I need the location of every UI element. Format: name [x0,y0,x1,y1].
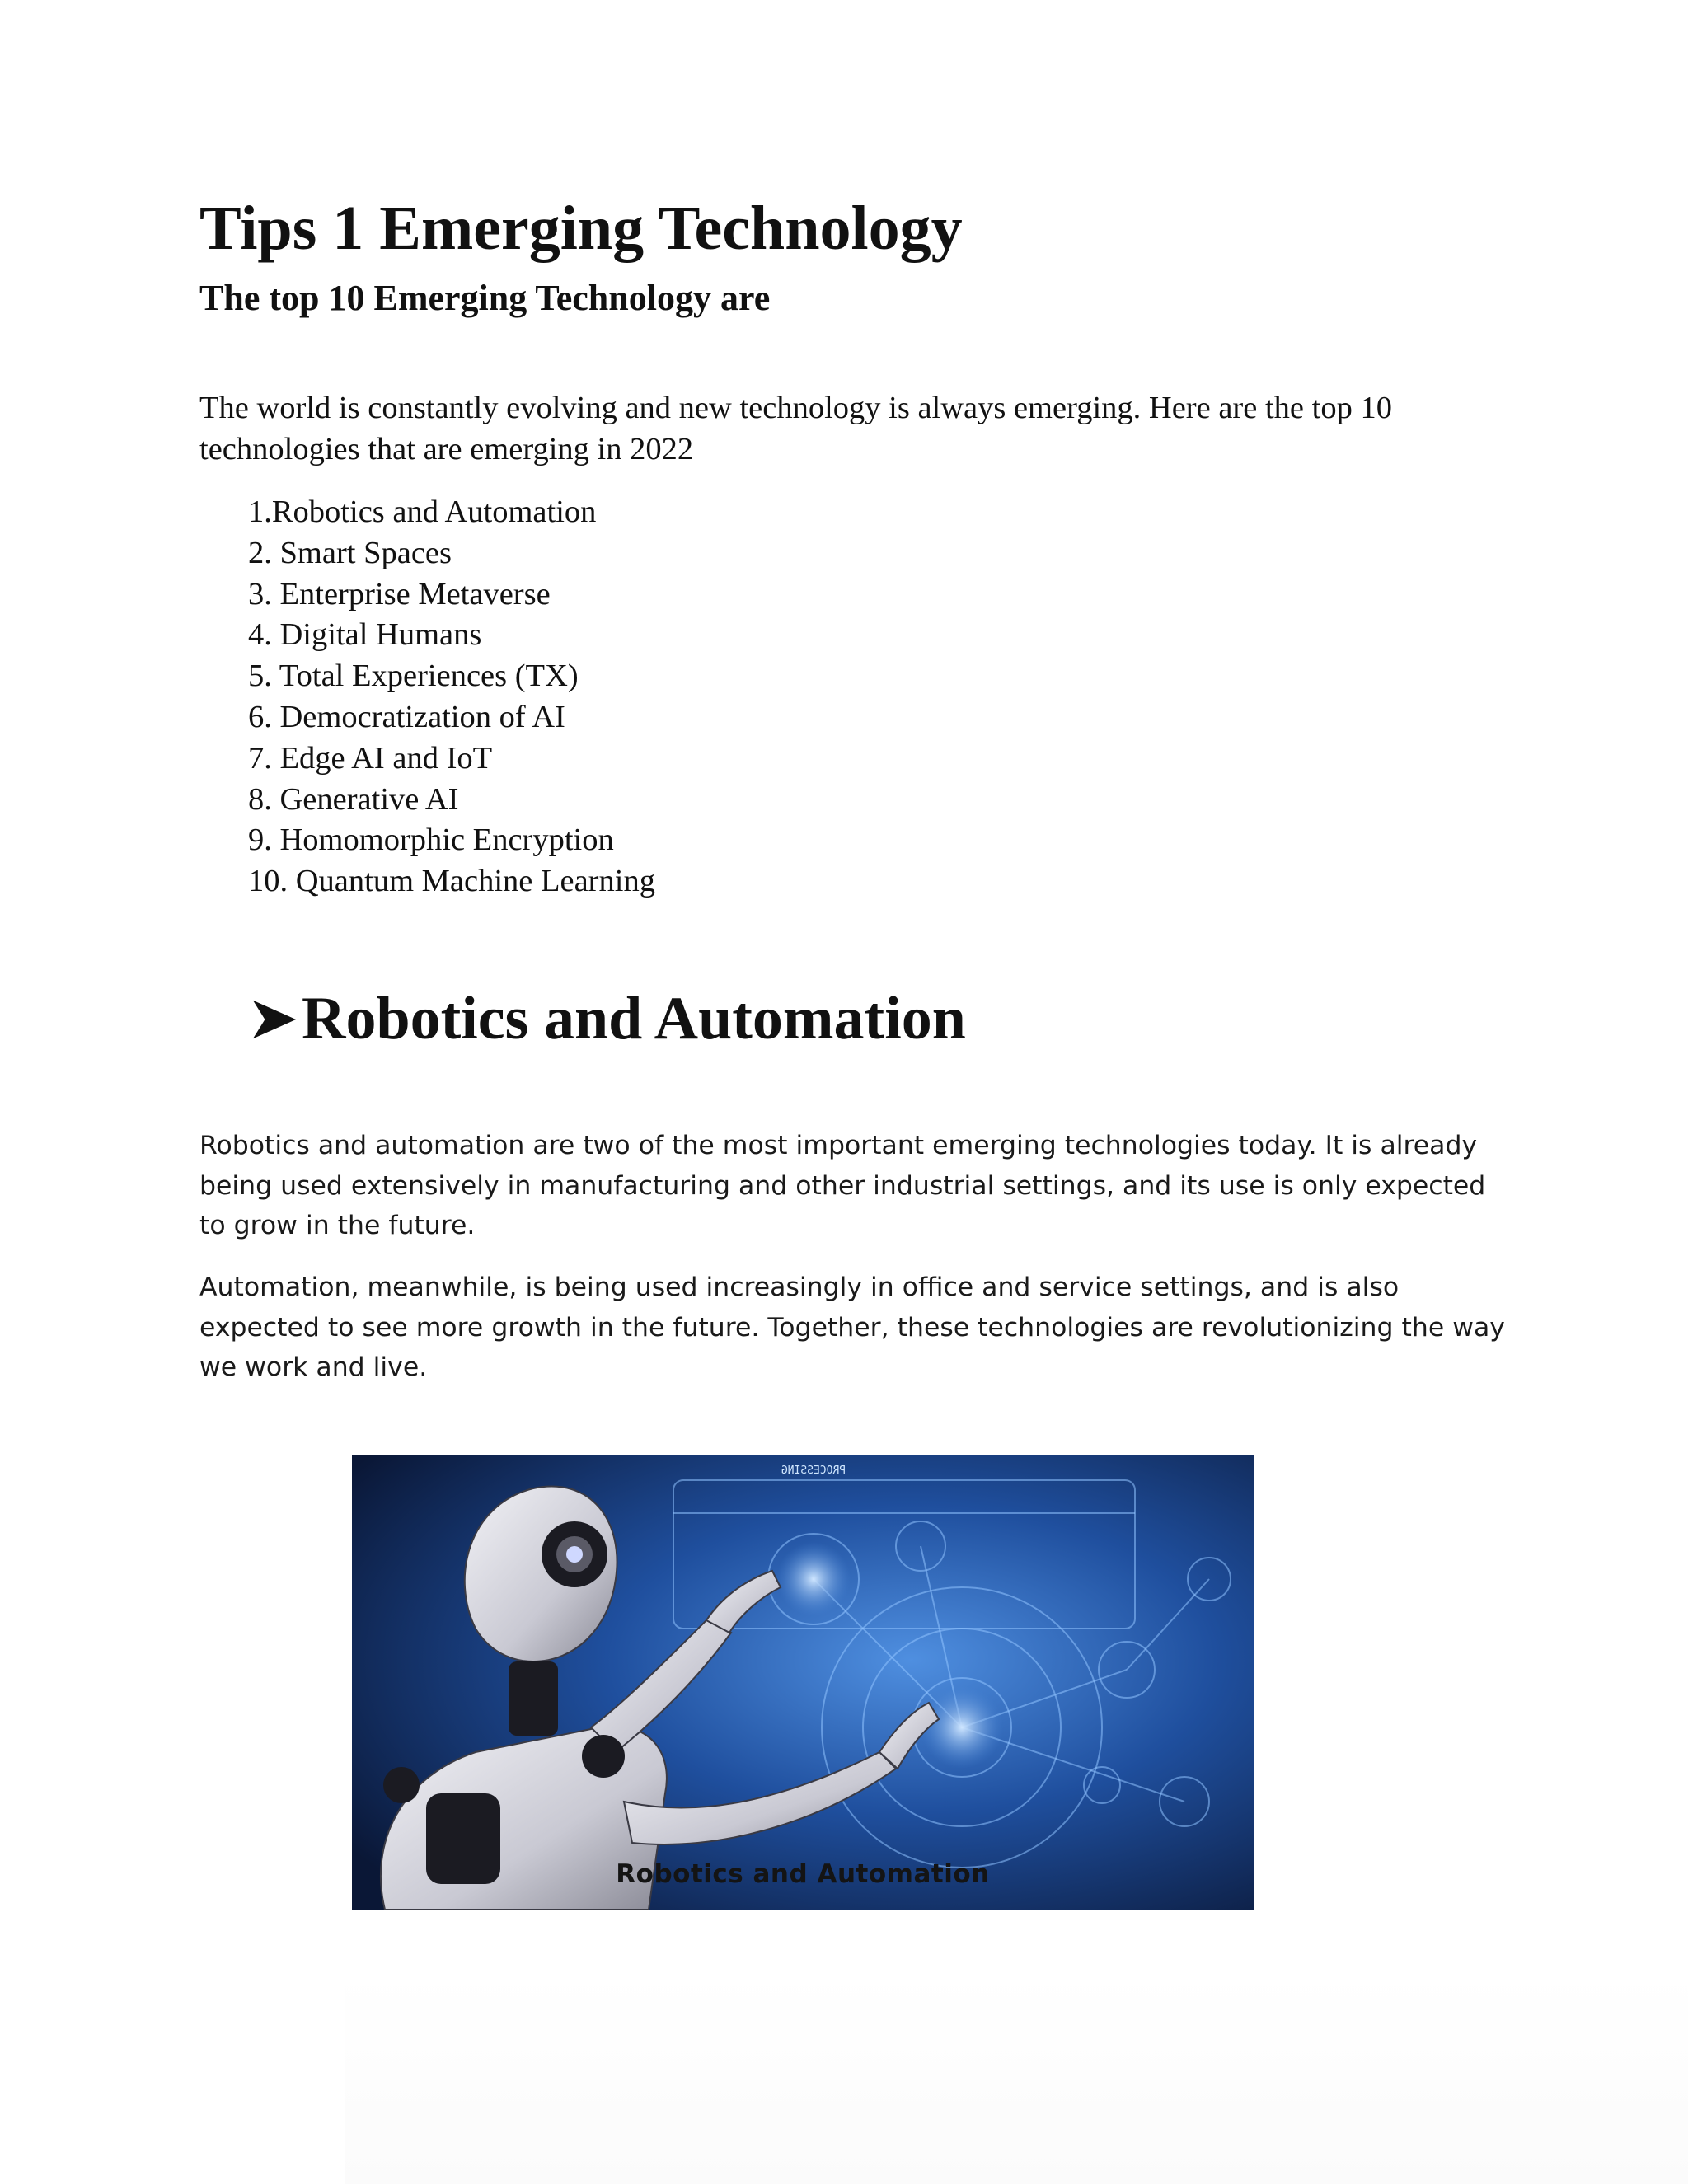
page-bottom-shade [345,1970,1688,2184]
page-title: Tips 1 Emerging Technology [199,194,963,263]
section-paragraph: Robotics and automation are two of the most important emerging technologies today. It is already being used extensively in manufacturing and other industrial settings, and its use is only expected to grow in the future. [199,1131,1486,1240]
intro-paragraph: The world is constantly evolving and new technology is always emerging. Here are the top 10 technologies that are emerging in 2022 [199,391,1392,466]
technology-list [248,492,655,902]
robot-illustration [352,1455,1254,1910]
arrow-bullet-icon [251,996,298,1043]
list-item: 7. Edge AI and IoT [248,740,493,776]
list-item: 4. Digital Humans [248,617,482,653]
list-item: 8. Generative AI [248,781,459,817]
image-caption: Robotics and Automation [616,1859,990,1889]
list-item: 2. Smart Spaces [248,535,452,570]
list-item: 6. Democratization of AI [248,699,565,734]
robot-image-graphic [352,1455,1254,1910]
section-heading [251,986,966,1052]
list-item: 3. Enterprise Metaverse [248,576,551,612]
list-item: 5. Total Experiences (TX) [248,658,579,694]
list-item: 9. Homomorphic Encryption [248,823,614,858]
list-item: 10. Quantum Machine Learning [248,864,655,899]
mirrored-screen-text: PROCESSING [781,1465,846,1477]
section-heading-text: Robotics and Automation [302,985,966,1052]
section-paragraph: Automation, meanwhile, is being used increasingly in office and service settings, and is also expected to see more growth in the future. Together, these technologies are revolutionizing the way we work and live. [199,1272,1505,1382]
list-item: 1.Robotics and Automation [248,494,597,529]
page-subtitle: The top 10 Emerging Technology are [199,278,771,318]
